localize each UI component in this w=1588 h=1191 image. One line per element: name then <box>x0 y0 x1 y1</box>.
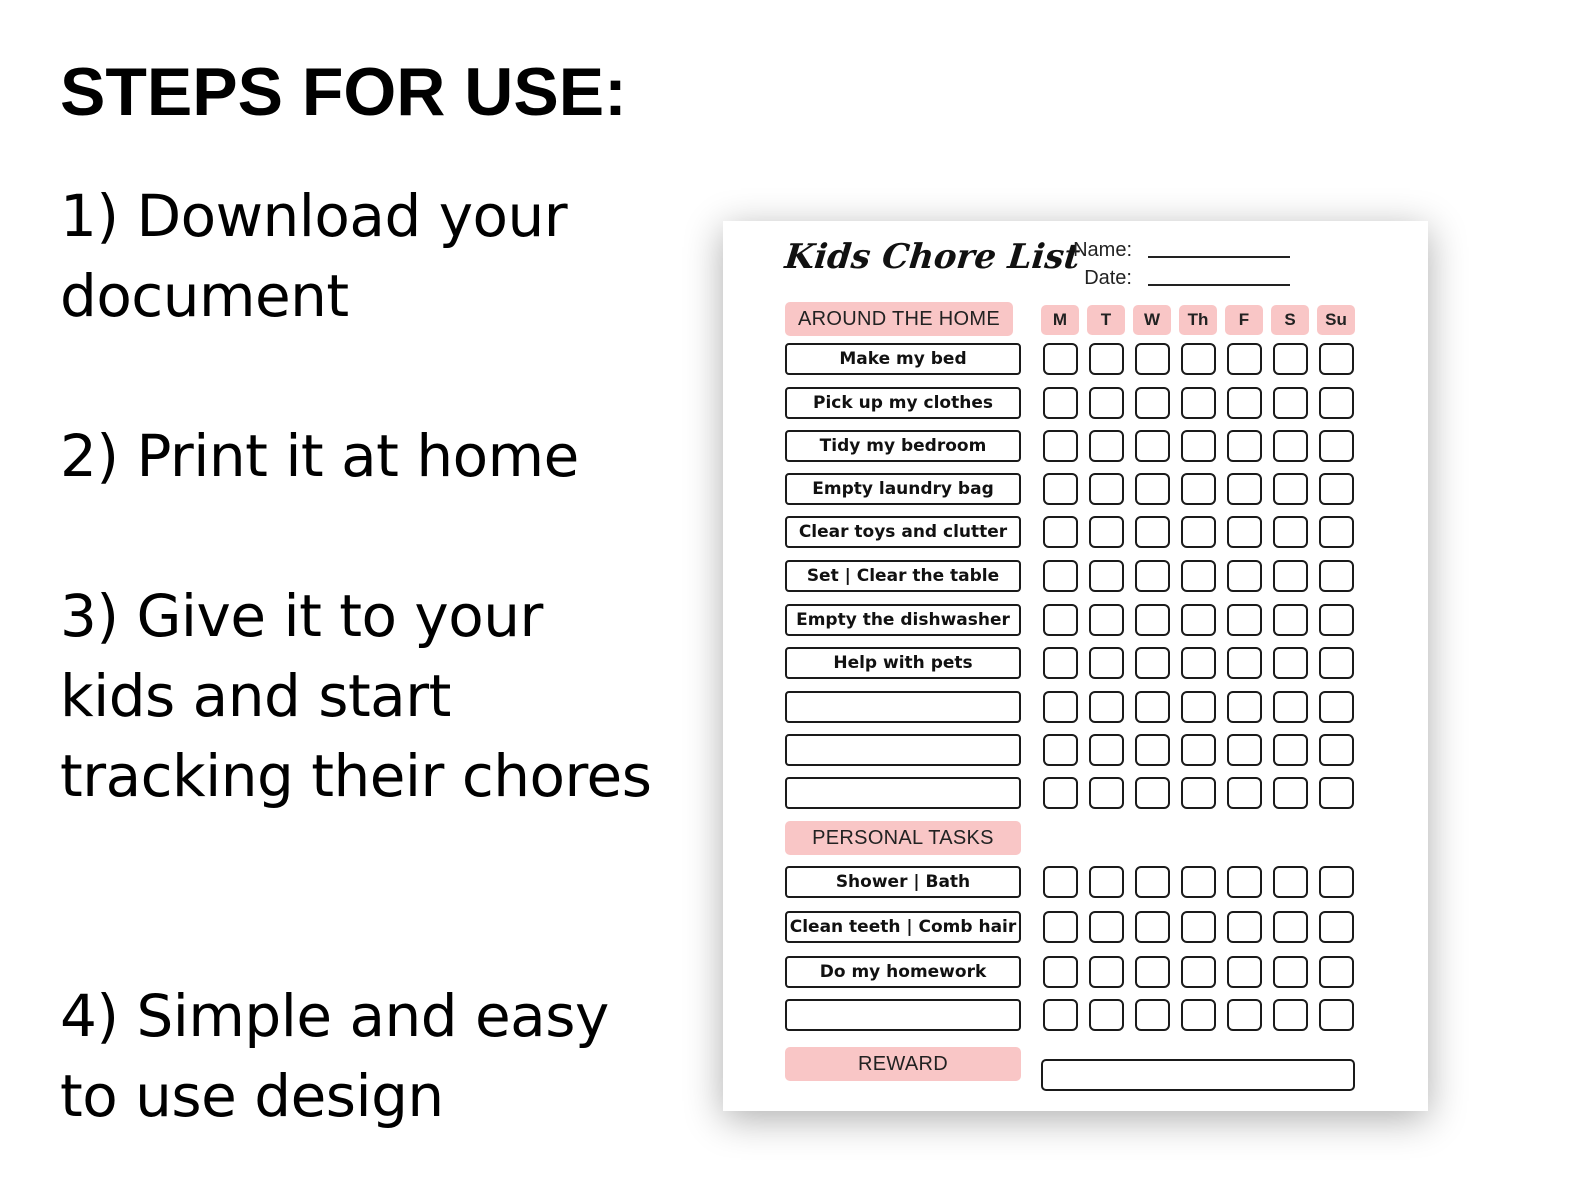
day-checkbox[interactable] <box>1319 473 1354 505</box>
day-checkbox[interactable] <box>1043 647 1078 679</box>
day-checkbox[interactable] <box>1273 604 1308 636</box>
chore-label: Help with pets <box>785 647 1021 679</box>
day-checkbox[interactable] <box>1043 956 1078 988</box>
chore-label: Make my bed <box>785 343 1021 375</box>
day-checkbox[interactable] <box>1273 734 1308 766</box>
day-header: S <box>1271 305 1309 335</box>
chore-label: Clear toys and clutter <box>785 516 1021 548</box>
day-checkbox[interactable] <box>1043 516 1078 548</box>
day-checkbox[interactable] <box>1227 866 1262 898</box>
day-checkbox[interactable] <box>1043 430 1078 462</box>
day-checkbox[interactable] <box>1135 777 1170 809</box>
day-checkbox[interactable] <box>1227 691 1262 723</box>
day-checkbox[interactable] <box>1135 999 1170 1031</box>
day-checkbox[interactable] <box>1089 647 1124 679</box>
day-checkbox[interactable] <box>1089 560 1124 592</box>
chore-chart-preview <box>723 221 1428 1111</box>
day-checkbox[interactable] <box>1135 473 1170 505</box>
day-checkbox[interactable] <box>1181 866 1216 898</box>
day-checkbox[interactable] <box>1135 956 1170 988</box>
day-checkbox[interactable] <box>1273 647 1308 679</box>
day-checkbox[interactable] <box>1319 647 1354 679</box>
day-checkbox[interactable] <box>1181 734 1216 766</box>
day-checkbox[interactable] <box>1089 999 1124 1031</box>
day-checkbox[interactable] <box>1043 734 1078 766</box>
chore-label: Shower | Bath <box>785 866 1021 898</box>
day-checkbox[interactable] <box>1273 430 1308 462</box>
section-header-around-the-home: AROUND THE HOME <box>785 302 1013 336</box>
day-header: Th <box>1179 305 1217 335</box>
day-checkbox[interactable] <box>1135 691 1170 723</box>
day-checkbox[interactable] <box>1227 911 1262 943</box>
day-checkbox[interactable] <box>1135 647 1170 679</box>
day-checkbox[interactable] <box>1181 430 1216 462</box>
day-checkbox[interactable] <box>1319 604 1354 636</box>
chore-label <box>785 999 1021 1031</box>
day-header: W <box>1133 305 1171 335</box>
day-checkbox[interactable] <box>1135 430 1170 462</box>
day-checkbox[interactable] <box>1319 734 1354 766</box>
step-1-text: 1) Download your document <box>60 182 568 330</box>
day-checkbox[interactable] <box>1319 999 1354 1031</box>
reward-label: REWARD <box>785 1047 1021 1081</box>
name-line <box>1148 256 1290 258</box>
date-label: Date: <box>1084 267 1132 289</box>
name-field <box>1060 239 1290 262</box>
day-checkbox[interactable] <box>1227 473 1262 505</box>
day-checkbox[interactable] <box>1043 866 1078 898</box>
chore-label: Pick up my clothes <box>785 387 1021 419</box>
day-checkbox[interactable] <box>1181 911 1216 943</box>
chore-label <box>785 691 1021 723</box>
day-checkbox[interactable] <box>1135 866 1170 898</box>
day-checkbox[interactable] <box>1319 387 1354 419</box>
chart-title: Kids Chore List <box>782 237 1082 277</box>
day-header: Su <box>1317 305 1355 335</box>
step-4-text: 4) Simple and easy to use design <box>60 982 609 1130</box>
day-checkbox[interactable] <box>1319 343 1354 375</box>
chore-label: Set | Clear the table <box>785 560 1021 592</box>
section-header-personal-tasks: PERSONAL TASKS <box>785 821 1021 855</box>
day-checkbox[interactable] <box>1181 473 1216 505</box>
day-checkbox[interactable] <box>1089 387 1124 419</box>
day-checkbox[interactable] <box>1273 343 1308 375</box>
day-checkbox[interactable] <box>1227 604 1262 636</box>
day-checkbox[interactable] <box>1319 866 1354 898</box>
day-checkbox[interactable] <box>1043 911 1078 943</box>
day-checkbox[interactable] <box>1181 691 1216 723</box>
day-checkbox[interactable] <box>1089 866 1124 898</box>
day-checkbox[interactable] <box>1227 516 1262 548</box>
chore-label: Tidy my bedroom <box>785 430 1021 462</box>
day-header: M <box>1041 305 1079 335</box>
day-checkbox[interactable] <box>1135 516 1170 548</box>
day-checkbox[interactable] <box>1089 516 1124 548</box>
day-checkbox[interactable] <box>1273 777 1308 809</box>
day-checkbox[interactable] <box>1089 343 1124 375</box>
day-checkbox[interactable] <box>1273 691 1308 723</box>
day-checkbox[interactable] <box>1227 999 1262 1031</box>
day-checkbox[interactable] <box>1319 430 1354 462</box>
day-checkbox[interactable] <box>1273 956 1308 988</box>
day-header: F <box>1225 305 1263 335</box>
day-header: T <box>1087 305 1125 335</box>
date-line <box>1148 284 1290 286</box>
day-checkbox[interactable] <box>1043 691 1078 723</box>
day-checkbox[interactable] <box>1043 604 1078 636</box>
day-checkbox[interactable] <box>1135 604 1170 636</box>
day-checkbox[interactable] <box>1089 734 1124 766</box>
chore-label <box>785 777 1021 809</box>
day-checkbox[interactable] <box>1043 473 1078 505</box>
day-checkbox[interactable] <box>1089 911 1124 943</box>
day-checkbox[interactable] <box>1043 560 1078 592</box>
day-checkbox[interactable] <box>1227 343 1262 375</box>
day-checkbox[interactable] <box>1273 866 1308 898</box>
day-checkbox[interactable] <box>1319 560 1354 592</box>
step-3-text: 3) Give it to your kids and start tracking their chores <box>60 582 652 810</box>
day-checkbox[interactable] <box>1227 956 1262 988</box>
chore-label: Empty laundry bag <box>785 473 1021 505</box>
day-checkbox[interactable] <box>1319 911 1354 943</box>
chore-label <box>785 734 1021 766</box>
day-checkbox[interactable] <box>1227 647 1262 679</box>
day-checkbox[interactable] <box>1181 516 1216 548</box>
step-2-text: 2) Print it at home <box>60 422 579 490</box>
day-checkbox[interactable] <box>1135 560 1170 592</box>
day-checkbox[interactable] <box>1227 387 1262 419</box>
day-checkbox[interactable] <box>1227 734 1262 766</box>
day-checkbox[interactable] <box>1181 647 1216 679</box>
name-label: Name: <box>1073 239 1132 261</box>
day-checkbox[interactable] <box>1273 516 1308 548</box>
day-checkbox[interactable] <box>1089 473 1124 505</box>
day-checkbox[interactable] <box>1135 734 1170 766</box>
day-checkbox[interactable] <box>1273 473 1308 505</box>
chore-label: Clean teeth | Comb hair <box>785 911 1021 943</box>
day-checkbox[interactable] <box>1089 691 1124 723</box>
day-checkbox[interactable] <box>1319 691 1354 723</box>
day-checkbox[interactable] <box>1181 387 1216 419</box>
day-checkbox[interactable] <box>1319 777 1354 809</box>
day-checkbox[interactable] <box>1043 999 1078 1031</box>
day-checkbox[interactable] <box>1273 560 1308 592</box>
day-checkbox[interactable] <box>1089 956 1124 988</box>
day-checkbox[interactable] <box>1273 911 1308 943</box>
day-checkbox[interactable] <box>1181 343 1216 375</box>
page-heading: STEPS FOR USE: <box>60 54 627 130</box>
day-checkbox[interactable] <box>1089 604 1124 636</box>
day-checkbox[interactable] <box>1273 387 1308 419</box>
day-checkbox[interactable] <box>1319 956 1354 988</box>
chore-label: Do my homework <box>785 956 1021 988</box>
day-checkbox[interactable] <box>1043 387 1078 419</box>
day-checkbox[interactable] <box>1135 911 1170 943</box>
day-checkbox[interactable] <box>1089 430 1124 462</box>
day-checkbox[interactable] <box>1273 999 1308 1031</box>
day-checkbox[interactable] <box>1135 343 1170 375</box>
day-checkbox[interactable] <box>1181 604 1216 636</box>
day-checkbox[interactable] <box>1181 777 1216 809</box>
day-checkbox[interactable] <box>1181 560 1216 592</box>
day-checkbox[interactable] <box>1181 956 1216 988</box>
day-checkbox[interactable] <box>1181 999 1216 1031</box>
date-field <box>1060 267 1290 290</box>
day-checkbox[interactable] <box>1227 560 1262 592</box>
day-checkbox[interactable] <box>1135 387 1170 419</box>
day-checkbox[interactable] <box>1043 777 1078 809</box>
day-checkbox[interactable] <box>1043 343 1078 375</box>
reward-field <box>1041 1059 1355 1091</box>
chore-label: Empty the dishwasher <box>785 604 1021 636</box>
day-checkbox[interactable] <box>1089 777 1124 809</box>
day-checkbox[interactable] <box>1227 777 1262 809</box>
day-checkbox[interactable] <box>1227 430 1262 462</box>
day-checkbox[interactable] <box>1319 516 1354 548</box>
